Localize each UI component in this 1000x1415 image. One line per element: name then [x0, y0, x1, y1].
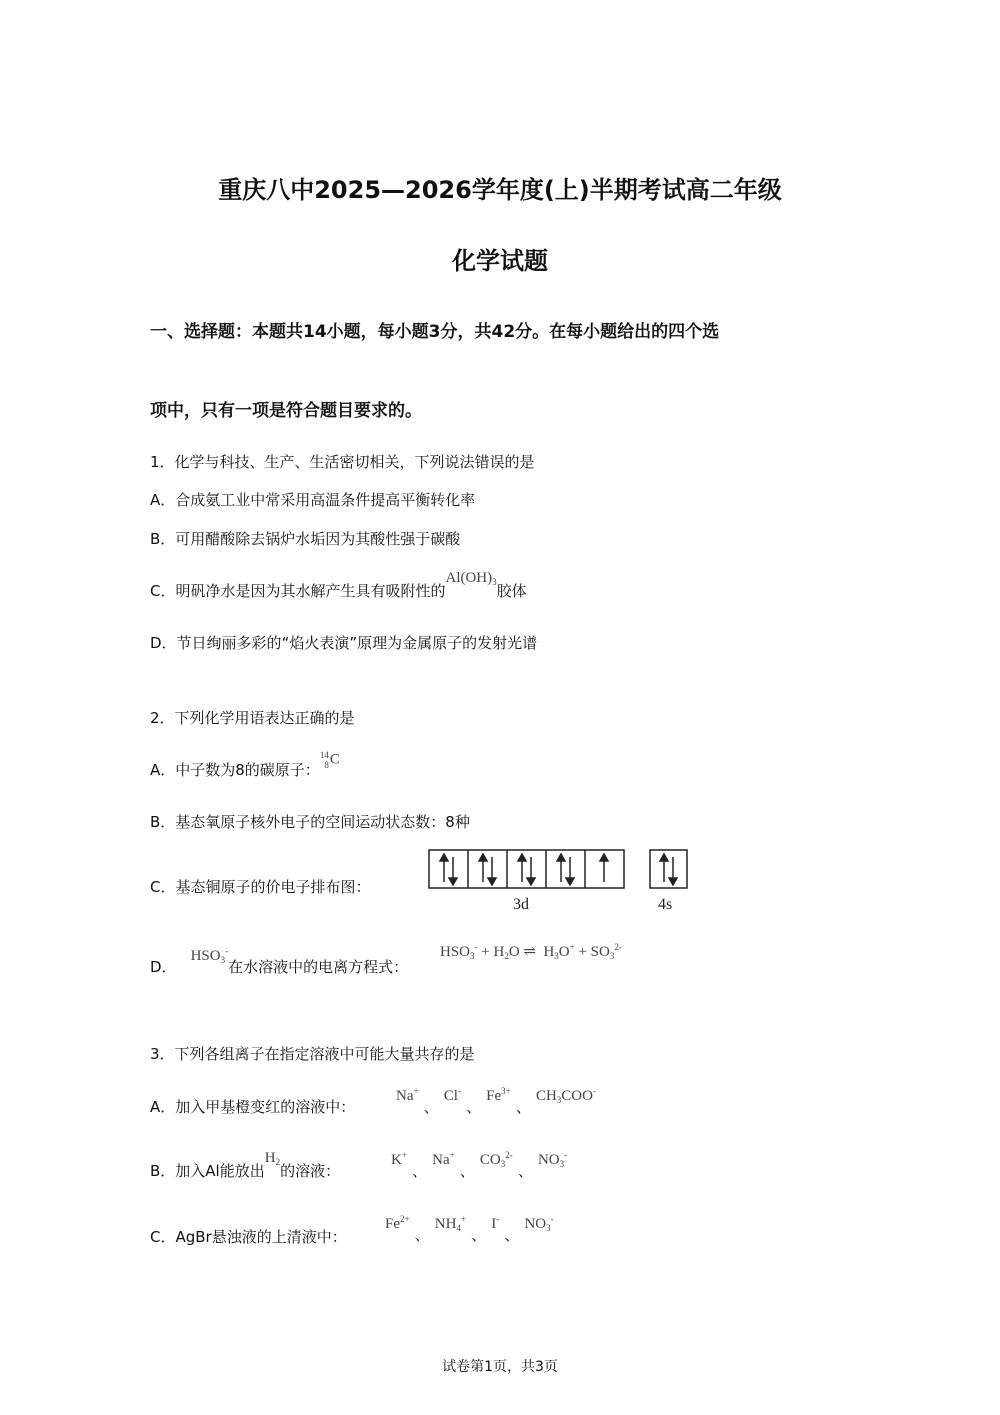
ion-fe3: $Fe^{3+}$ [486, 1086, 511, 1104]
q1-stem: 1．化学与科技、生产、生活密切相关，下列说法错误的是 [150, 453, 535, 471]
q3-option-b [150, 1150, 341, 1181]
exam-title: 重庆八中2025—2026学年度(上)半期考试高二年级 [218, 176, 782, 204]
q2-stem: 2．下列化学用语表达正确的是 [150, 709, 355, 727]
q1-option-a: A．合成氨工业中常采用高温条件提高平衡转化率 [150, 491, 476, 509]
q1-option-d: D．节日绚丽多彩的“焰火表演”原理为金属原子的发射光谱 [150, 634, 538, 652]
ion-acetate: $CH_3COO^-$ [535, 1086, 596, 1105]
q2-option-a-text: A．中子数为8的碳原子： [150, 761, 320, 779]
q3-option-b-ions: K+ 、 Na+ 、 $CO_3^{2-}$ 、 $NO_3^-$ [391, 1150, 568, 1180]
q3-option-b-suffix: 的溶液： [280, 1162, 341, 1180]
q3-option-b-text: B．加入Al能放出 [150, 1162, 265, 1180]
formula-h2: $H_2$ [264, 1150, 281, 1167]
ion-k: K+ [391, 1150, 407, 1168]
q2-option-d [150, 946, 409, 977]
q1-option-c [150, 570, 527, 601]
ionization-equation: $HSO_3^- + H_2O$ ⇌ $H_3O^+ + SO_3^{2-}$ [440, 942, 622, 961]
q3-option-a-ions: Na+ 、 Cl- 、 $Fe^{3+}$ 、 $CH_3COO^-$ [396, 1086, 596, 1116]
q2-option-c: C．基态铜原子的价电子排布图： [150, 878, 371, 896]
ion-fe2: $Fe^{2+}$ [385, 1214, 410, 1232]
q3-stem: 3．下列各组离子在指定溶液中可能大量共存的是 [150, 1045, 475, 1063]
orbital-3d [429, 850, 624, 888]
ion-iodide: I- [491, 1214, 500, 1232]
q1-option-c-text: C．明矾净水是因为其水解产生具有吸附性的 [150, 582, 446, 600]
orbital-label-3d: 3d [513, 896, 529, 913]
ion-co3: $CO_3^{2-}$ [479, 1150, 513, 1169]
cu-valence-orbital-diagram [425, 846, 695, 921]
q1-option-c-suffix: 胶体 [496, 582, 527, 600]
ion-na: Na+ [396, 1086, 419, 1104]
q3-option-c: C．AgBr悬浊液的上清液中： [150, 1228, 347, 1246]
q2-option-a [150, 749, 340, 782]
orbital-label-4s: 4s [658, 896, 673, 913]
ion-no3: $NO_3^-$ [537, 1150, 568, 1169]
ion-nh4: $NH_4^+$ [434, 1214, 467, 1233]
subject-title: 化学试题 [452, 247, 548, 275]
ion-no3: $NO_3^-$ [524, 1214, 554, 1233]
q3-option-a: A．加入甲基橙变红的溶液中： [150, 1098, 356, 1116]
section-header-line2: 项中，只有一项是符合题目要求的。 [150, 401, 422, 421]
formula-aloh3: $Al(OH)_3$ [445, 570, 497, 587]
ion-na: Na+ [432, 1150, 455, 1168]
q3-option-c-ions: $Fe^{2+}$ 、 $NH_4^+$ 、 I- 、 $NO_3^-$ [385, 1214, 554, 1244]
q2-option-d-text: 在水溶液中的电离方程式： [228, 958, 409, 976]
formula-carbon-14: 14 8C [319, 749, 340, 770]
ion-cl: Cl- [443, 1086, 461, 1104]
q2-option-b: B．基态氧原子核外电子的空间运动状态数：8种 [150, 813, 470, 831]
q2-option-d-label: D． [150, 958, 177, 976]
page-footer: 试卷第1页，共3页 [442, 1359, 558, 1375]
q1-option-b: B．可用醋酸除去锅炉水垢因为其酸性强于碳酸 [150, 530, 461, 548]
orbital-4s [650, 850, 687, 888]
formula-hso3: $HSO_3^-$ [190, 946, 229, 965]
section-header-line1: 一、选择题：本题共14小题，每小题3分，共42分。在每小题给出的四个选 [150, 322, 720, 342]
